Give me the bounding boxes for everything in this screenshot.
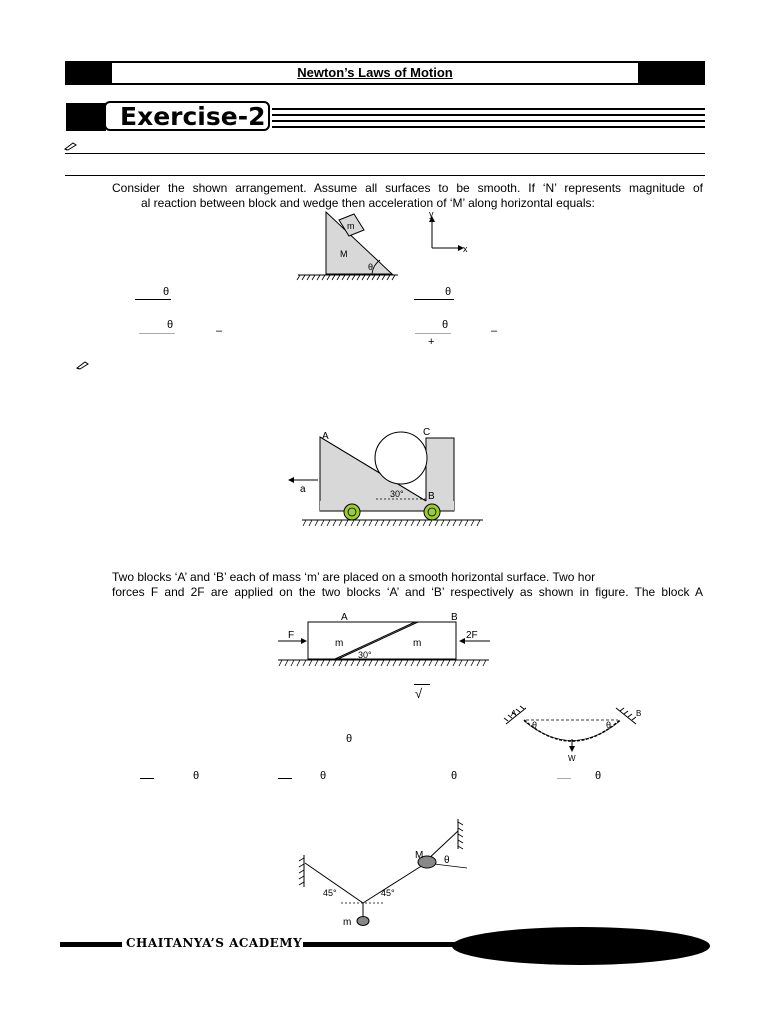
q1-option-b-fraction-bar — [414, 299, 454, 300]
q3-text-line1: Two blocks ‘A’ and ‘B’ each of mass ‘m’ are placed on a smooth horizontal surface. Two hor — [112, 570, 596, 584]
q4-option-a-theta: θ — [193, 770, 200, 782]
axis-x: x — [463, 244, 468, 254]
q1-option-d-minus: – — [491, 325, 498, 337]
label-45deg-right: 45° — [381, 888, 395, 898]
label-F: F — [288, 630, 295, 641]
q1-option-c-minus: – — [216, 325, 223, 337]
footer-brand: CHAITANYA’S ACADEMY — [126, 936, 303, 950]
label-m-right: m — [413, 638, 422, 649]
q1-option-a-theta: θ — [163, 286, 170, 298]
label-theta-right: θ — [606, 720, 612, 730]
label-A: A — [511, 709, 517, 718]
q4-option-c-theta: θ — [451, 770, 458, 782]
label-B: B — [451, 612, 458, 623]
label-theta-left: θ — [532, 720, 538, 730]
footer-bar-right — [303, 942, 463, 947]
label-W: W — [568, 754, 576, 763]
q4-option-b-theta: θ — [320, 770, 327, 782]
divider-bottom — [65, 175, 705, 176]
q1-option-c-fraction-bar — [139, 333, 175, 334]
exercise-title: Exercise-2 — [104, 101, 270, 131]
label-30deg: 30° — [390, 489, 404, 499]
pen-icon — [64, 141, 78, 151]
wheel-left — [344, 504, 360, 520]
pen-icon — [76, 360, 90, 370]
exercise-rule-1 — [272, 108, 705, 110]
exercise-rule-4 — [272, 126, 705, 128]
footer-ellipse — [452, 927, 710, 965]
q1-text-line2: al reaction between block and wedge then acceleration of ‘M’ along horizontal equals: — [141, 196, 595, 210]
label-m-left: m — [335, 638, 344, 649]
label-a: a — [300, 484, 306, 495]
blocks-AB — [308, 622, 456, 659]
exercise-tab-block — [66, 103, 106, 131]
sqrt-symbol: √ — [415, 686, 423, 701]
q1-option-a-fraction-bar — [135, 299, 171, 300]
q4-option-b-dash — [278, 778, 292, 779]
axis-y: y — [429, 209, 434, 219]
label-B: B — [428, 491, 435, 502]
label-C: C — [423, 427, 431, 438]
q1-option-d-plus: + — [428, 336, 435, 348]
label-A: A — [341, 612, 348, 623]
q1-option-d-fraction-bar — [415, 333, 451, 334]
q1-option-d-theta: θ — [442, 319, 449, 331]
q1-text-line1: Consider the shown arrangement. Assume all surfaces to be smooth. If ‘N’ represents magnitude of — [112, 181, 703, 195]
label-M: M — [415, 850, 424, 861]
sqrt-bar — [414, 684, 430, 685]
q1-option-b-theta: θ — [445, 286, 452, 298]
label-M: M — [340, 249, 348, 259]
q4-option-d-theta: θ — [595, 770, 602, 782]
label-2F: 2F — [466, 630, 478, 641]
divider-top — [65, 153, 705, 154]
label-B: B — [636, 709, 642, 718]
label-m: m — [343, 917, 352, 928]
q4-theta: θ — [346, 733, 353, 745]
q3-text-line2: forces F and 2F are applied on the two blocks ‘A’ and ‘B’ respectively as shown in figure. The block A — [112, 585, 703, 599]
ball — [375, 432, 427, 484]
label-theta: θ — [368, 262, 374, 272]
label-m: m — [347, 221, 355, 231]
label-45deg-left: 45° — [323, 888, 337, 898]
label-30deg: 30° — [358, 650, 372, 660]
chapter-title: Newton’s Laws of Motion — [112, 63, 638, 83]
q4-option-d-dash — [557, 778, 571, 779]
q4-option-a-dash — [140, 778, 154, 779]
exercise-rule-3 — [272, 120, 705, 122]
q2-cart-figure — [280, 423, 485, 533]
q5-strings-figure — [295, 815, 475, 933]
q3-blocks-figure — [277, 609, 492, 669]
q4-chain-figure — [502, 702, 650, 768]
label-theta: θ — [444, 855, 450, 866]
label-A: A — [322, 431, 329, 442]
q1-option-c-theta: θ — [167, 319, 174, 331]
q1-wedge-figure — [296, 208, 476, 288]
exercise-rule-2 — [272, 114, 705, 116]
footer-bar-left — [60, 942, 122, 947]
wheel-right — [424, 504, 440, 520]
mass-m — [357, 917, 369, 926]
